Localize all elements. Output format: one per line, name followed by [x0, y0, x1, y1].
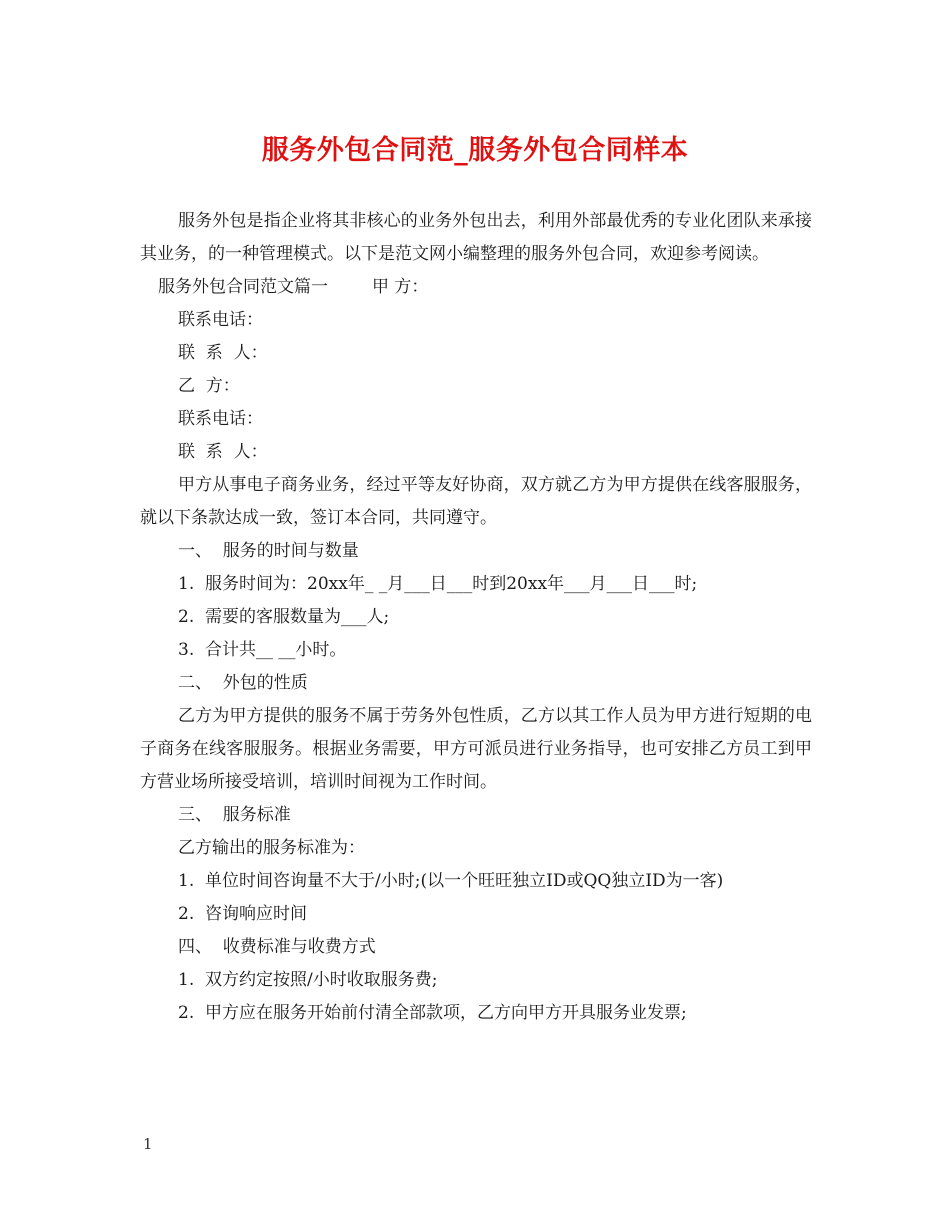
party-b-label: 乙 方： — [178, 376, 240, 396]
document-body — [140, 205, 812, 1030]
clause-item: 乙方输出的服务标准为： — [178, 838, 365, 858]
nature-paragraph: 乙方为甲方提供的服务不属于劳务外包性质，乙方以其工作人员为甲方进行短期的电子商务在线客服服务。根据业务需要，甲方可派员进行业务指导，也可安排乙方员工到甲方营业场所接受培训，培训时间视为工作时间。 — [140, 706, 812, 792]
clause-item: 2. 甲方应在服务开始前付清全部款项，乙方向甲方开具服务业发票; — [178, 1003, 687, 1023]
party-a-phone: 联系电话： — [178, 310, 263, 330]
clause-heading-2: 二、 外包的性质 — [178, 673, 308, 693]
clause-heading-1: 一、 服务的时间与数量 — [178, 541, 359, 561]
section-heading: 服务外包合同范文篇一 — [158, 277, 328, 297]
party-b-contact: 联 系 人： — [178, 442, 268, 462]
clause-item: 1. 单位时间咨询量不大于/小时;(以一个旺旺独立ID或QQ独立ID为一客) — [178, 871, 724, 891]
document-title: 服务外包合同范_服务外包合同样本 — [261, 135, 689, 166]
clause-heading-4: 四、 收费标准与收费方式 — [178, 937, 376, 957]
clause-item: 1. 双方约定按照/小时收取服务费; — [178, 970, 438, 990]
preamble-paragraph: 甲方从事电子商务业务，经过平等友好协商，双方就乙方为甲方提供在线客服服务，就以下条款达成一致，签订本合同，共同遵守。 — [140, 475, 812, 528]
clause-item: 3. 合计共__ __小时。 — [178, 640, 347, 660]
party-a-label: 甲 方： — [372, 277, 429, 297]
page-number: 1 — [143, 1135, 153, 1153]
intro-paragraph: 服务外包是指企业将其非核心的业务外包出去，利用外部最优秀的专业化团队来承接其业务，的一种管理模式。以下是范文网小编整理的服务外包合同，欢迎参考阅读。 — [140, 211, 812, 264]
clause-item: 1. 服务时间为：20xx年_ _月___日___时到20xx年___月___日___时; — [178, 574, 698, 594]
clause-heading-3: 三、 服务标准 — [178, 805, 291, 825]
clause-item: 2. 需要的客服数量为___人; — [178, 607, 390, 627]
section-heading-line — [140, 271, 812, 304]
clause-item: 2. 咨询响应时间 — [178, 904, 308, 924]
party-a-contact: 联 系 人： — [178, 343, 268, 363]
party-b-phone: 联系电话： — [178, 409, 263, 429]
